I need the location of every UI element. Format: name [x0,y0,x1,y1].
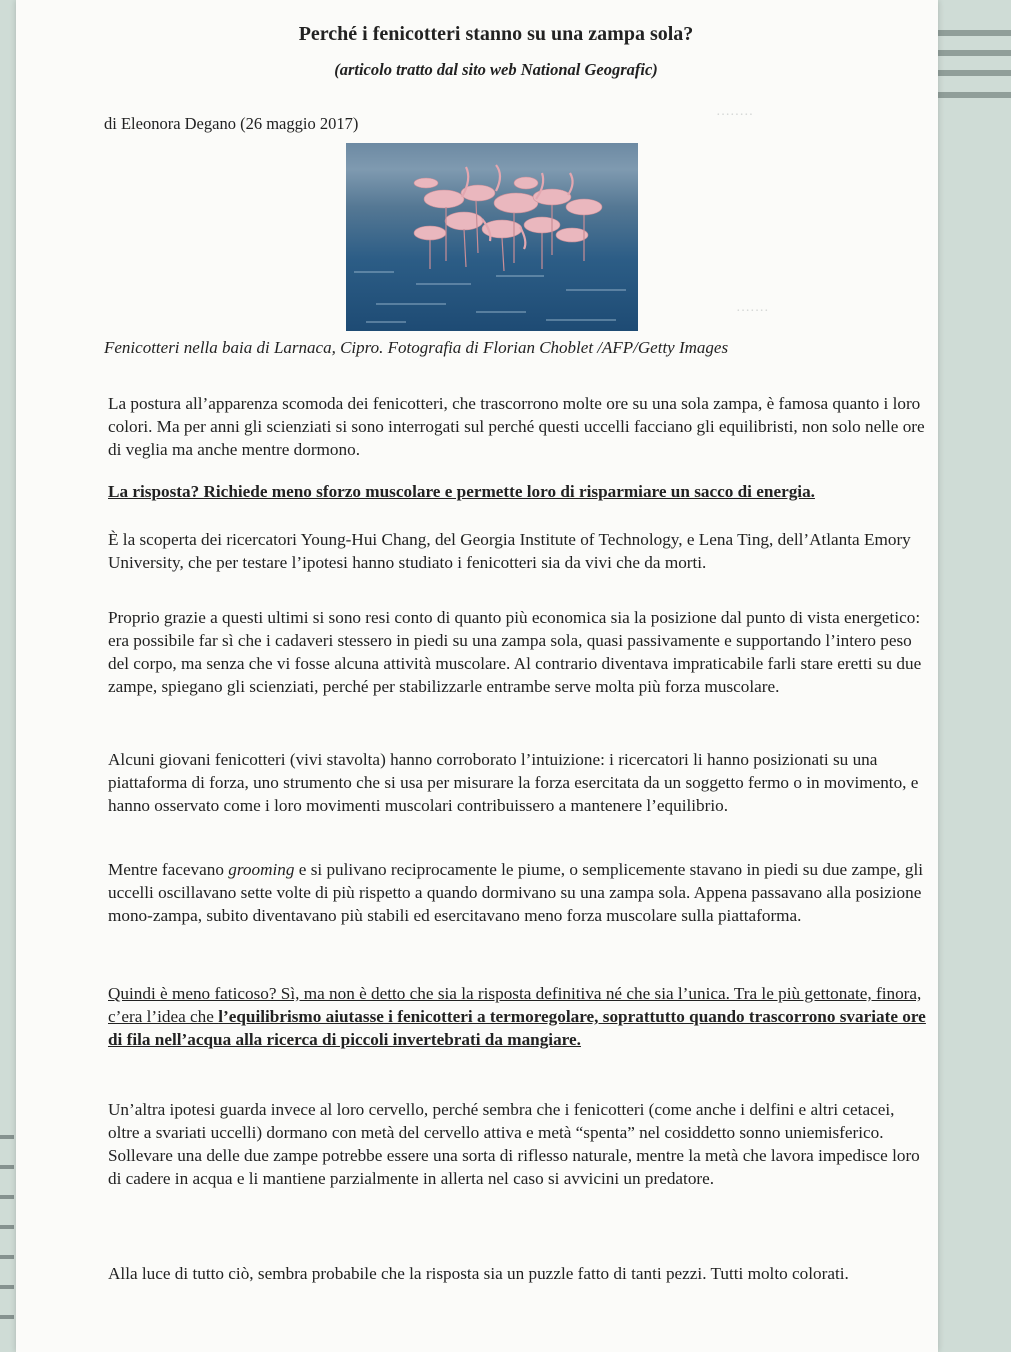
background-dash [0,1195,14,1199]
paragraph-4: Proprio grazie a questi ultimi si sono resi conto di quanto più economica sia la posizione dal punto di vista energetico: era possibile far sì che i cadaveri stessero in piedi su una zampa sola, quasi passivamente e supportando l’intero peso del corpo, ma senza che vi fosse alcuna attività muscolare. Al contrario diventava impraticabile farli stare eretti su due zampe, spiegano gli scienziati, perché per stabilizzarle entrambe serve molta più forza muscolare. [108,608,922,696]
image-caption: Fenicotteri nella baia di Larnaca, Cipro. Fotografia di Florian Choblet /AFP/Getty Images [104,338,729,357]
paragraph-6-after: e si pulivano reciprocamente le piume, o semplicemente stavano in piedi su due zampe, gli uccelli oscillavano sette volte di più rispetto a quando dormivano su una zampa sola. Appena passavano alla posizione mono-zampa, subito diventavano più stabili ed esercitavano meno forza muscolare sulla piattaforma. [108,860,924,925]
paragraph-7-lead: Quindi è meno faticoso? Sì, ma non è detto che sia la risposta definitiva né che sia l’unica. Tra le più gettonate, finora, c’era l’idea che [108,984,922,1026]
paragraph-7-bold: l’equilibrismo aiutasse i fenicotteri a termoregolare, soprattutto quando trascorrono svariate ore di fila nell’acqua alla ricerca di piccoli invertebrati da mangiare. [108,1007,926,1049]
article-subtitle: (articolo tratto dal sito web National Geografic) [334,60,658,79]
paragraph-9: Alla luce di tutto ciò, sembra probabile che la risposta sia un puzzle fatto di tanti pezzi. Tutti molto colorati. [108,1264,849,1283]
paragraph-2-highlight: La risposta? Richiede meno sforzo muscolare e permette loro di risparmiare un sacco di energia. [108,482,815,501]
background-dash [0,1165,14,1169]
paper-sheet [16,0,938,1352]
flamingo-photo-art [346,143,638,331]
paragraph-5: Alcuni giovani fenicotteri (vivi stavolta) hanno corroborato l’intuizione: i ricercatori li hanno posizionati su una piattaforma di forza, uno strumento che si usa per misurare la forza esercitata da un soggetto fermo o in movimento, e hanno osservato come i loro movimenti muscolari contribuissero a mantenere l’equilibrio. [108,750,919,815]
show-through-text: ······· [736,304,769,319]
article [16,0,938,1352]
flamingo-flock [414,177,602,242]
background-dash [0,1225,14,1229]
paragraph-8: Un’altra ipotesi guarda invece al loro cervello, perché sembra che i fenicotteri (come anche i delfini e altri cetacei, oltre a svariati uccelli) dormano con metà del cervello attiva e metà “spenta” nel cosiddetto sonno uniemisferico. Sollevare una delle due zampe potrebbe essere una sorta di riflesso naturale, mentre la metà che lavora impedisce loro di cadere in acqua e li mantiene parzialmente in allerta nel caso si avvicini un predatore. [108,1100,920,1188]
paragraph-7 [108,982,928,1051]
paragraph-1: La postura all’apparenza scomoda dei fenicotteri, che trascorrono molte ore su una sola zampa, è famosa quanto i loro colori. Ma per anni gli scienziati si sono interrogati sul perché questi uccelli facciano gli equilibristi, non solo nelle ore di veglia ma anche mentre dormono. [108,394,925,459]
paragraph-6 [108,858,928,927]
paragraph-6-emphasis: grooming [228,860,295,879]
paragraph-6-before: Mentre facevano [108,860,229,879]
background-dash [0,1285,14,1289]
flamingo-photo [346,143,638,331]
background-dash [0,1315,14,1319]
water-glints [354,271,626,323]
background-dash [0,1135,14,1139]
article-byline: di Eleonora Degano (26 maggio 2017) [104,114,359,133]
show-through-text: ········ [716,108,754,123]
background-dash [0,1255,14,1259]
article-title: Perché i fenicotteri stanno su una zampa sola? [298,23,694,45]
paragraph-3: È la scoperta dei ricercatori Young-Hui Chang, del Georgia Institute of Technology, e Lena Ting, dell’Atlanta Emory University, che per testare l’ipotesi hanno studiato i fenicotteri sia da vivi che da morti. [108,530,911,572]
